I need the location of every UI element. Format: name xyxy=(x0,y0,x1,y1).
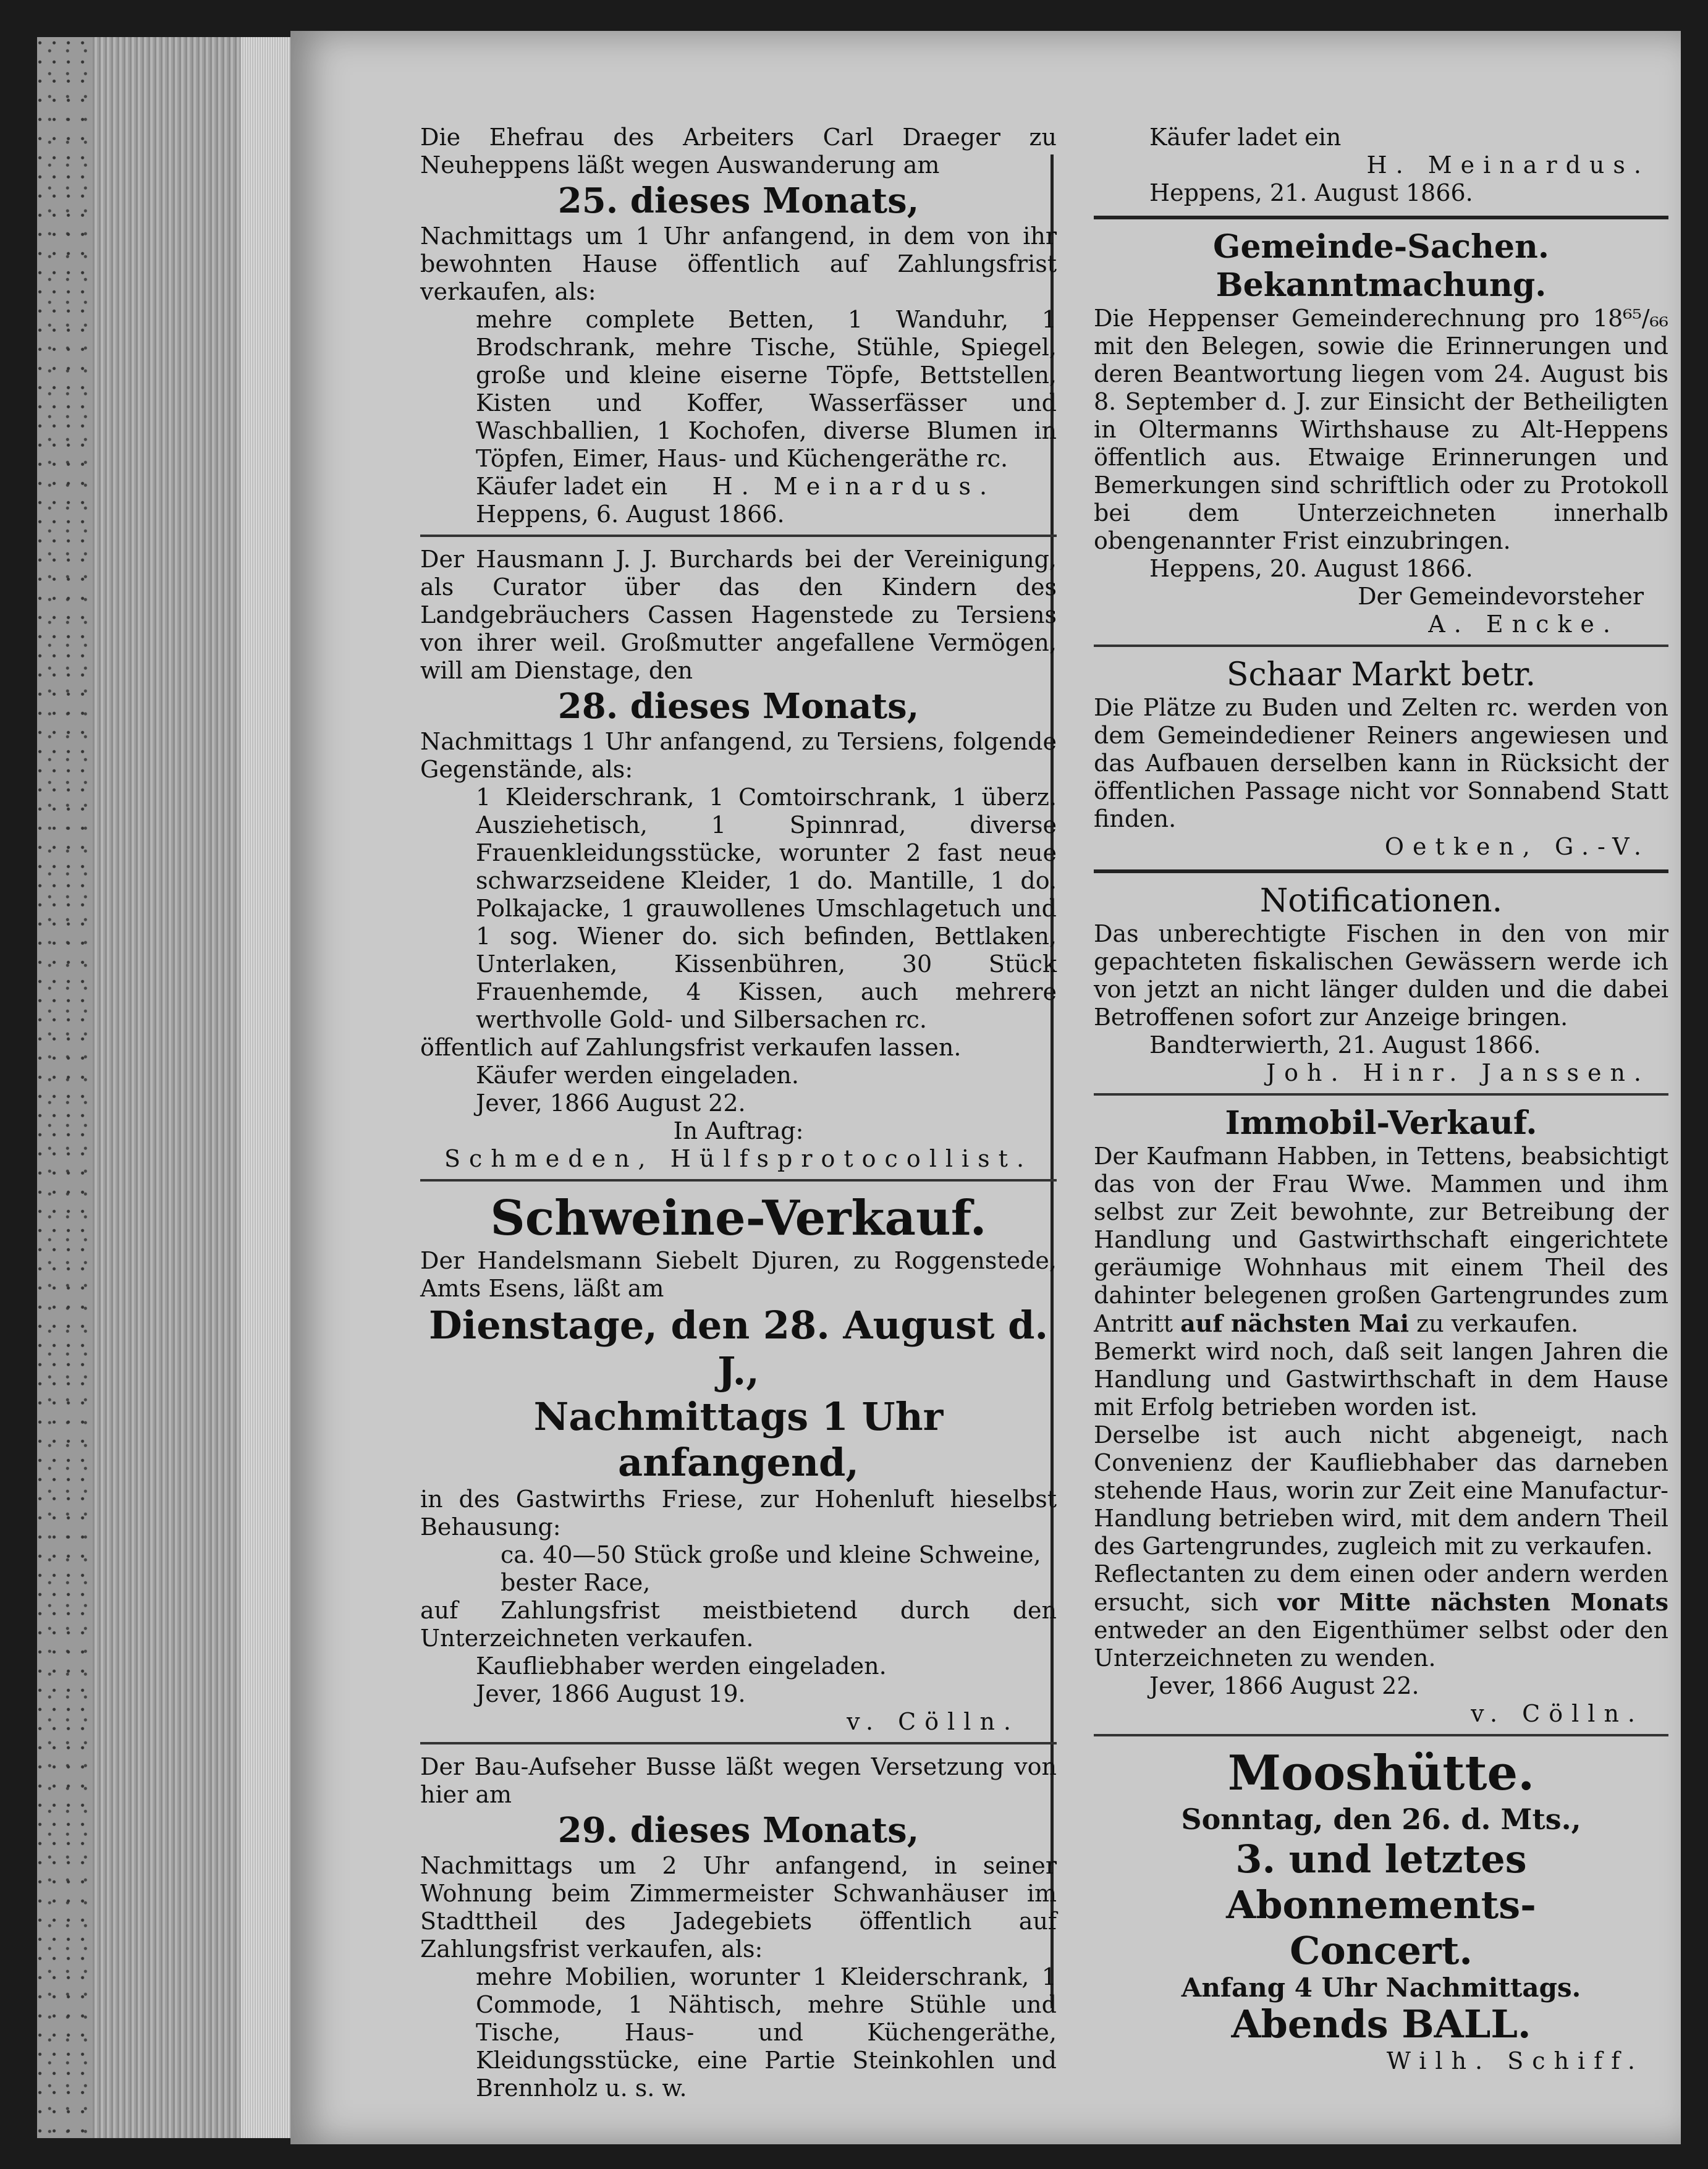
ad-place-date: Jever, 1866 August 22. xyxy=(476,1089,746,1117)
page-edges xyxy=(241,37,290,2138)
ad-items: 1 Kleiderschrank, 1 Comtoirschrank, 1 überz. Ausziehetisch, 1 Spinnrad, diverse Frauenkleidungsstücke, worunter 2 fast neue schwarzseidene Kleider, 1 do. Mantille, 1 do. Polkajacke, 1 grauwollenes Umschlagetuch und 1 sog. Wiener do. sich befinden, Bettlaken, Unterlaken, Kissenbühren, 30 Stück Frauenhemde, 4 Kissen, auch mehrere werthvolle Gold- und Silbersachen rc. xyxy=(476,784,1057,1033)
ad-body: Das unberechtigte Fischen in den von mir gepachteten fiskalischen Gewässern werde ich von jetzt an nicht länger dulden und die dabei Betroffenen sofort zur Anzeige bringen. xyxy=(1094,920,1668,1031)
ad-continuation xyxy=(1094,124,1668,207)
separator xyxy=(1094,869,1668,873)
ad-paragraph-end: zu verkaufen. xyxy=(1416,1310,1579,1337)
ad-signer: Oetken, G.-V. xyxy=(1384,833,1650,860)
ad-signer: v. Cölln. xyxy=(1471,1700,1644,1727)
ad-place-date: Heppens, 6. August 1866. xyxy=(476,501,785,528)
ad-subtitle: Bekanntmachung. xyxy=(1215,266,1547,304)
ad-signer: H. Meinardus. xyxy=(1366,151,1650,179)
ad-tail: auf Zahlungsfrist meistbietend durch den Unterzeichneten verkaufen. xyxy=(420,1597,1057,1652)
ad-paragraph: Derselbe ist auch nicht abgeneigt, nach Convenienz der Kaufliebhaber das darneben stehende Haus, worin zur Zeit eine Manufactur-Handlung betrieben wird, mit dem andern Theil des Gartengrundes, zugleich mit zu verkaufen. xyxy=(1094,1421,1668,1560)
ad-date: 28. dieses Monats, xyxy=(557,686,920,727)
ad-mooshuette-concert xyxy=(1094,1745,1668,2075)
ad-pig-sale xyxy=(420,1190,1057,1736)
separator xyxy=(1094,645,1668,647)
ad-items: ca. 40—50 Stück große und kleine Schweine, bester Race, xyxy=(501,1541,1041,1596)
left-column xyxy=(420,124,1057,2102)
ad-closing: Käufer ladet ein xyxy=(476,473,668,500)
ad-title: Immobil-Verkauf. xyxy=(1225,1104,1537,1142)
ad-gemeinde xyxy=(1094,228,1668,638)
ad-closing: Käufer ladet ein xyxy=(1149,124,1342,151)
ad-items: mehre Mobilien, worunter 1 Kleiderschrank, 1 Commode, 1 Nähtisch, mehre Stühle und Tische, Haus- und Küchengeräthe, Kleidungsstücke, eine Partie Steinkohlen und Brennholz u. s. w. xyxy=(476,1963,1057,2102)
ad-body: Nachmittags 1 Uhr anfangend, zu Tersiens, folgende Gegenstände, als: xyxy=(420,728,1057,783)
ad-signer: Joh. Hinr. Janssen. xyxy=(1266,1059,1650,1086)
ad-title: Notificationen. xyxy=(1259,882,1503,920)
ad-title: Schaar Markt betr. xyxy=(1226,656,1536,693)
ad-signer: Wilh. Schiff. xyxy=(1386,2047,1644,2074)
ad-office: Der Gemeindevorsteher xyxy=(1358,583,1644,610)
ad-intro: Der Handelsmann Siebelt Djuren, zu Roggenstede, Amts Esens, läßt am xyxy=(420,1247,1057,1302)
ad-auftrag: In Auftrag: xyxy=(673,1117,804,1144)
ad-paragraph: Bemerkt wird noch, daß seit langen Jahren die Handlung und Gastwirthschaft in dem Hause mit Erfolg betrieben worden ist. xyxy=(1094,1338,1668,1421)
ad-intro: Der Hausmann J. J. Burchards bei der Vereinigung, als Curator über das den Kindern des Landgebräuchers Cassen Hagenstede zu Tersiens von ihrer weil. Großmutter angefallene Vermögen, will am Dienstage, den xyxy=(420,546,1057,684)
ad-paragraph-end: entweder an den Eigenthümer selbst oder den Unterzeichneten zu wenden. xyxy=(1094,1617,1668,1672)
ad-title: Schweine-Verkauf. xyxy=(490,1190,987,1246)
ad-title: Mooshütte. xyxy=(1227,1745,1535,1801)
ad-emphasis: auf nächsten Mai xyxy=(1180,1309,1410,1337)
ad-body: Nachmittags um 2 Uhr anfangend, in seiner Wohnung beim Zimmermeister Schwanhäuser im Stadttheil des Jadegebiets öffentlich auf Zahlungsfrist verkaufen, als: xyxy=(420,1852,1057,1963)
ad-signer: Schmeden, Hülfsprotocollist. xyxy=(444,1145,1033,1172)
ad-immobil-verkauf xyxy=(1094,1104,1668,1728)
ad-date: 29. dieses Monats, xyxy=(557,1810,920,1851)
ad-notification xyxy=(1094,882,1668,1087)
ad-place-date: Jever, 1866 August 22. xyxy=(1149,1672,1419,1699)
ad-title: Gemeinde-Sachen. xyxy=(1213,228,1549,266)
ad-place-date: Heppens, 21. August 1866. xyxy=(1149,179,1473,206)
ad-tail: öffentlich auf Zahlungsfrist verkaufen lassen. xyxy=(420,1034,962,1061)
ad-intro: Der Bau-Aufseher Busse läßt wegen Versetzung von hier am xyxy=(420,1753,1057,1808)
ad-closing: Kaufliebhaber werden eingeladen. xyxy=(476,1652,887,1680)
ad-emphasis: vor Mitte nächsten Monats xyxy=(1277,1588,1668,1616)
ad-place-date: Jever, 1866 August 19. xyxy=(476,1680,746,1707)
ad-date-line2: Nachmittags 1 Uhr anfangend, xyxy=(533,1394,944,1485)
ad-body: in des Gastwirths Friese, zur Hohenluft hieselbst Behausung: xyxy=(420,1486,1057,1541)
ad-body: Die Heppenser Gemeinderechnung pro 18⁶⁵/₆₆ mit den Belegen, sowie die Erinnerungen und deren Beantwortung liegen vom 24. August bis 8. September d. J. zur Einsicht der Betheiligten in Oltermanns Wirthshause zu Alt-Heppens öffentlich aus. Etwaige Erinnerungen und Bemerkungen sind schriftlich oder zu Protokoll bei dem Unterzeichneten innerhalb obengenannter Frist einzubringen. xyxy=(1094,305,1668,554)
ad-paragraph: Reflectanten zu dem einen oder andern werden ersucht, sich xyxy=(1094,1560,1668,1616)
ad-body: Nachmittags um 1 Uhr anfangend, in dem von ihr bewohnten Hause öffentlich auf Zahlungsfrist verkaufen, als: xyxy=(420,222,1057,305)
ad-burchards-auction xyxy=(420,546,1057,1173)
ad-signer: A. Encke. xyxy=(1428,611,1619,638)
ad-ball: Abends BALL. xyxy=(1231,2002,1531,2047)
ad-items: mehre complete Betten, 1 Wanduhr, 1 Brodschrank, mehre Tische, Stühle, Spiegel, große und kleine eiserne Töpfe, Bettstellen, Kisten und Koffer, Wasserfässer und Waschballien, 1 Kochofen, diverse Blumen in Töpfen, Eimer, Haus- und Küchengeräthe rc. xyxy=(476,306,1057,472)
ad-date: 25. dieses Monats, xyxy=(557,180,920,221)
ad-time: Anfang 4 Uhr Nachmittags. xyxy=(1181,1972,1581,2003)
ad-busse-auction xyxy=(420,1753,1057,2102)
right-column xyxy=(1094,124,1668,2075)
separator xyxy=(1094,216,1668,219)
ad-draeger-auction xyxy=(420,124,1057,528)
separator xyxy=(420,1742,1057,1744)
ad-body: Die Plätze zu Buden und Zelten rc. werden von dem Gemeindediener Reiners angewiesen und das Aufbauen derselben kann in Rücksicht der öffentlichen Passage nicht vor Sonnabend Statt finden. xyxy=(1094,694,1668,832)
separator xyxy=(420,1179,1057,1182)
ad-intro: Die Ehefrau des Arbeiters Carl Draeger zu Neuheppens läßt wegen Auswanderung am xyxy=(420,124,1057,179)
ad-signer: H. Meinardus. xyxy=(712,473,996,500)
ad-paragraph: Der Kaufmann Habben, in Tettens, beabsichtigt das von der Frau Wwe. Mammen und ihm selbst zur Zeit bewohnte, zur Betreibung der Handlung und Gastwirthschaft eingerichtete geräumige Wohnhaus mit einem Theil des dahinter belegenen großen Gartengrundes zum Antritt xyxy=(1094,1143,1668,1337)
separator xyxy=(1094,1734,1668,1736)
ad-closing: Käufer werden eingeladen. xyxy=(476,1062,799,1089)
marbled-edge xyxy=(37,37,93,2138)
ad-date-line1: Dienstage, den 28. August d. J., xyxy=(428,1303,1049,1393)
ad-date: Sonntag, den 26. d. Mts., xyxy=(1181,1803,1581,1836)
ad-schaar-markt xyxy=(1094,656,1668,861)
ad-place-date: Heppens, 20. August 1866. xyxy=(1149,555,1473,582)
separator xyxy=(420,535,1057,537)
separator xyxy=(1094,1093,1668,1096)
ad-event-line2: Concert. xyxy=(1290,1928,1473,1973)
ad-event-line1: 3. und letztes Abonnements- xyxy=(1226,1837,1536,1927)
ad-place-date: Bandterwierth, 21. August 1866. xyxy=(1149,1031,1541,1059)
ad-signer: v. Cölln. xyxy=(847,1708,1020,1735)
